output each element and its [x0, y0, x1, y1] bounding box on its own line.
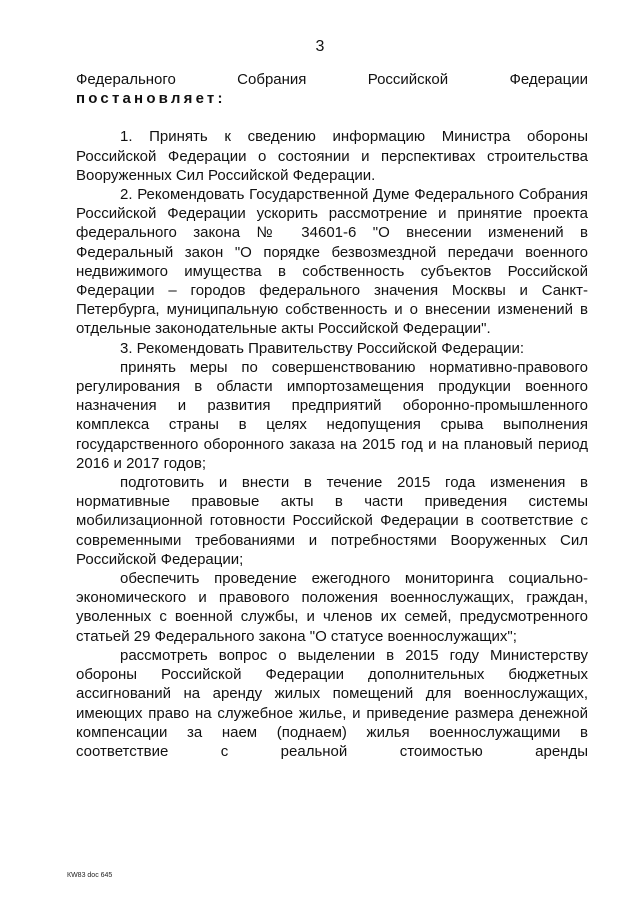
resolves-word: постановляет: [76, 90, 226, 108]
paragraph-7: рассмотреть вопрос о выделении в 2015 году Министерству обороны Российской Федерации дополнительных бюджетных ассигнований на аренду жилых помещений для военнослужащих, имеющих право на служебное жилье, и приведение размера денежной компенсации за наем (поднаем) жилья военнослужащими в соответствие с реальной стоимостью аренды [76, 646, 588, 760]
paragraph-1: 1. Принять к сведению информацию Министра обороны Российской Федерации о состоянии и перспективах строительства Вооруженных Сил Российской Федерации. [76, 128, 588, 184]
header-line: Федерального Собрания Российской Федерации [76, 71, 588, 88]
footer-code: КW83 doc 645 [67, 872, 113, 879]
paragraph-5: подготовить и внести в течение 2015 года изменения в нормативные правовые акты в части приведения системы мобилизационной готовности Российской Федерации в соответствие с современными требованиями и потребностями Вооруженных Сил Российской Федерации; [76, 474, 588, 568]
paragraph-3: 3. Рекомендовать Правительству Российской Федерации: [120, 339, 525, 357]
paragraph-6: обеспечить проведение ежегодного мониторинга социально-экономического и правового положения военнослужащих, граждан, уволенных с военной службы, и членов их семей, предусмотренного статьей 29 Федерального закона "О статусе военнослужащих"; [76, 570, 588, 645]
paragraph-2: 2. Рекомендовать Государственной Думе Федерального Собрания Российской Федерации ускорить рассмотрение и принятие проекта федерального закона № 34601-6 "О внесении изменений в Федеральный закон "О порядке безвозмездной передачи военного недвижимого имущества в собственность субъектов Российской Федерации – городов федерального значения Москвы и Санкт-Петербурга, муниципальную собственность и о внесении изменений в отдельные законодательные акты Российской Федерации". [76, 186, 588, 338]
paragraph-4: принять меры по совершенствованию нормативно-правового регулирования в области импортозамещения продукции военного назначения и развития предприятий оборонно-промышленного комплекса страны в целях недопущения срыва выполнения государственного оборонного заказа на 2015 год и на плановый период 2016 и 2017 годов; [76, 358, 588, 472]
page-number: 3 [315, 38, 325, 55]
document-body [76, 70, 588, 761]
